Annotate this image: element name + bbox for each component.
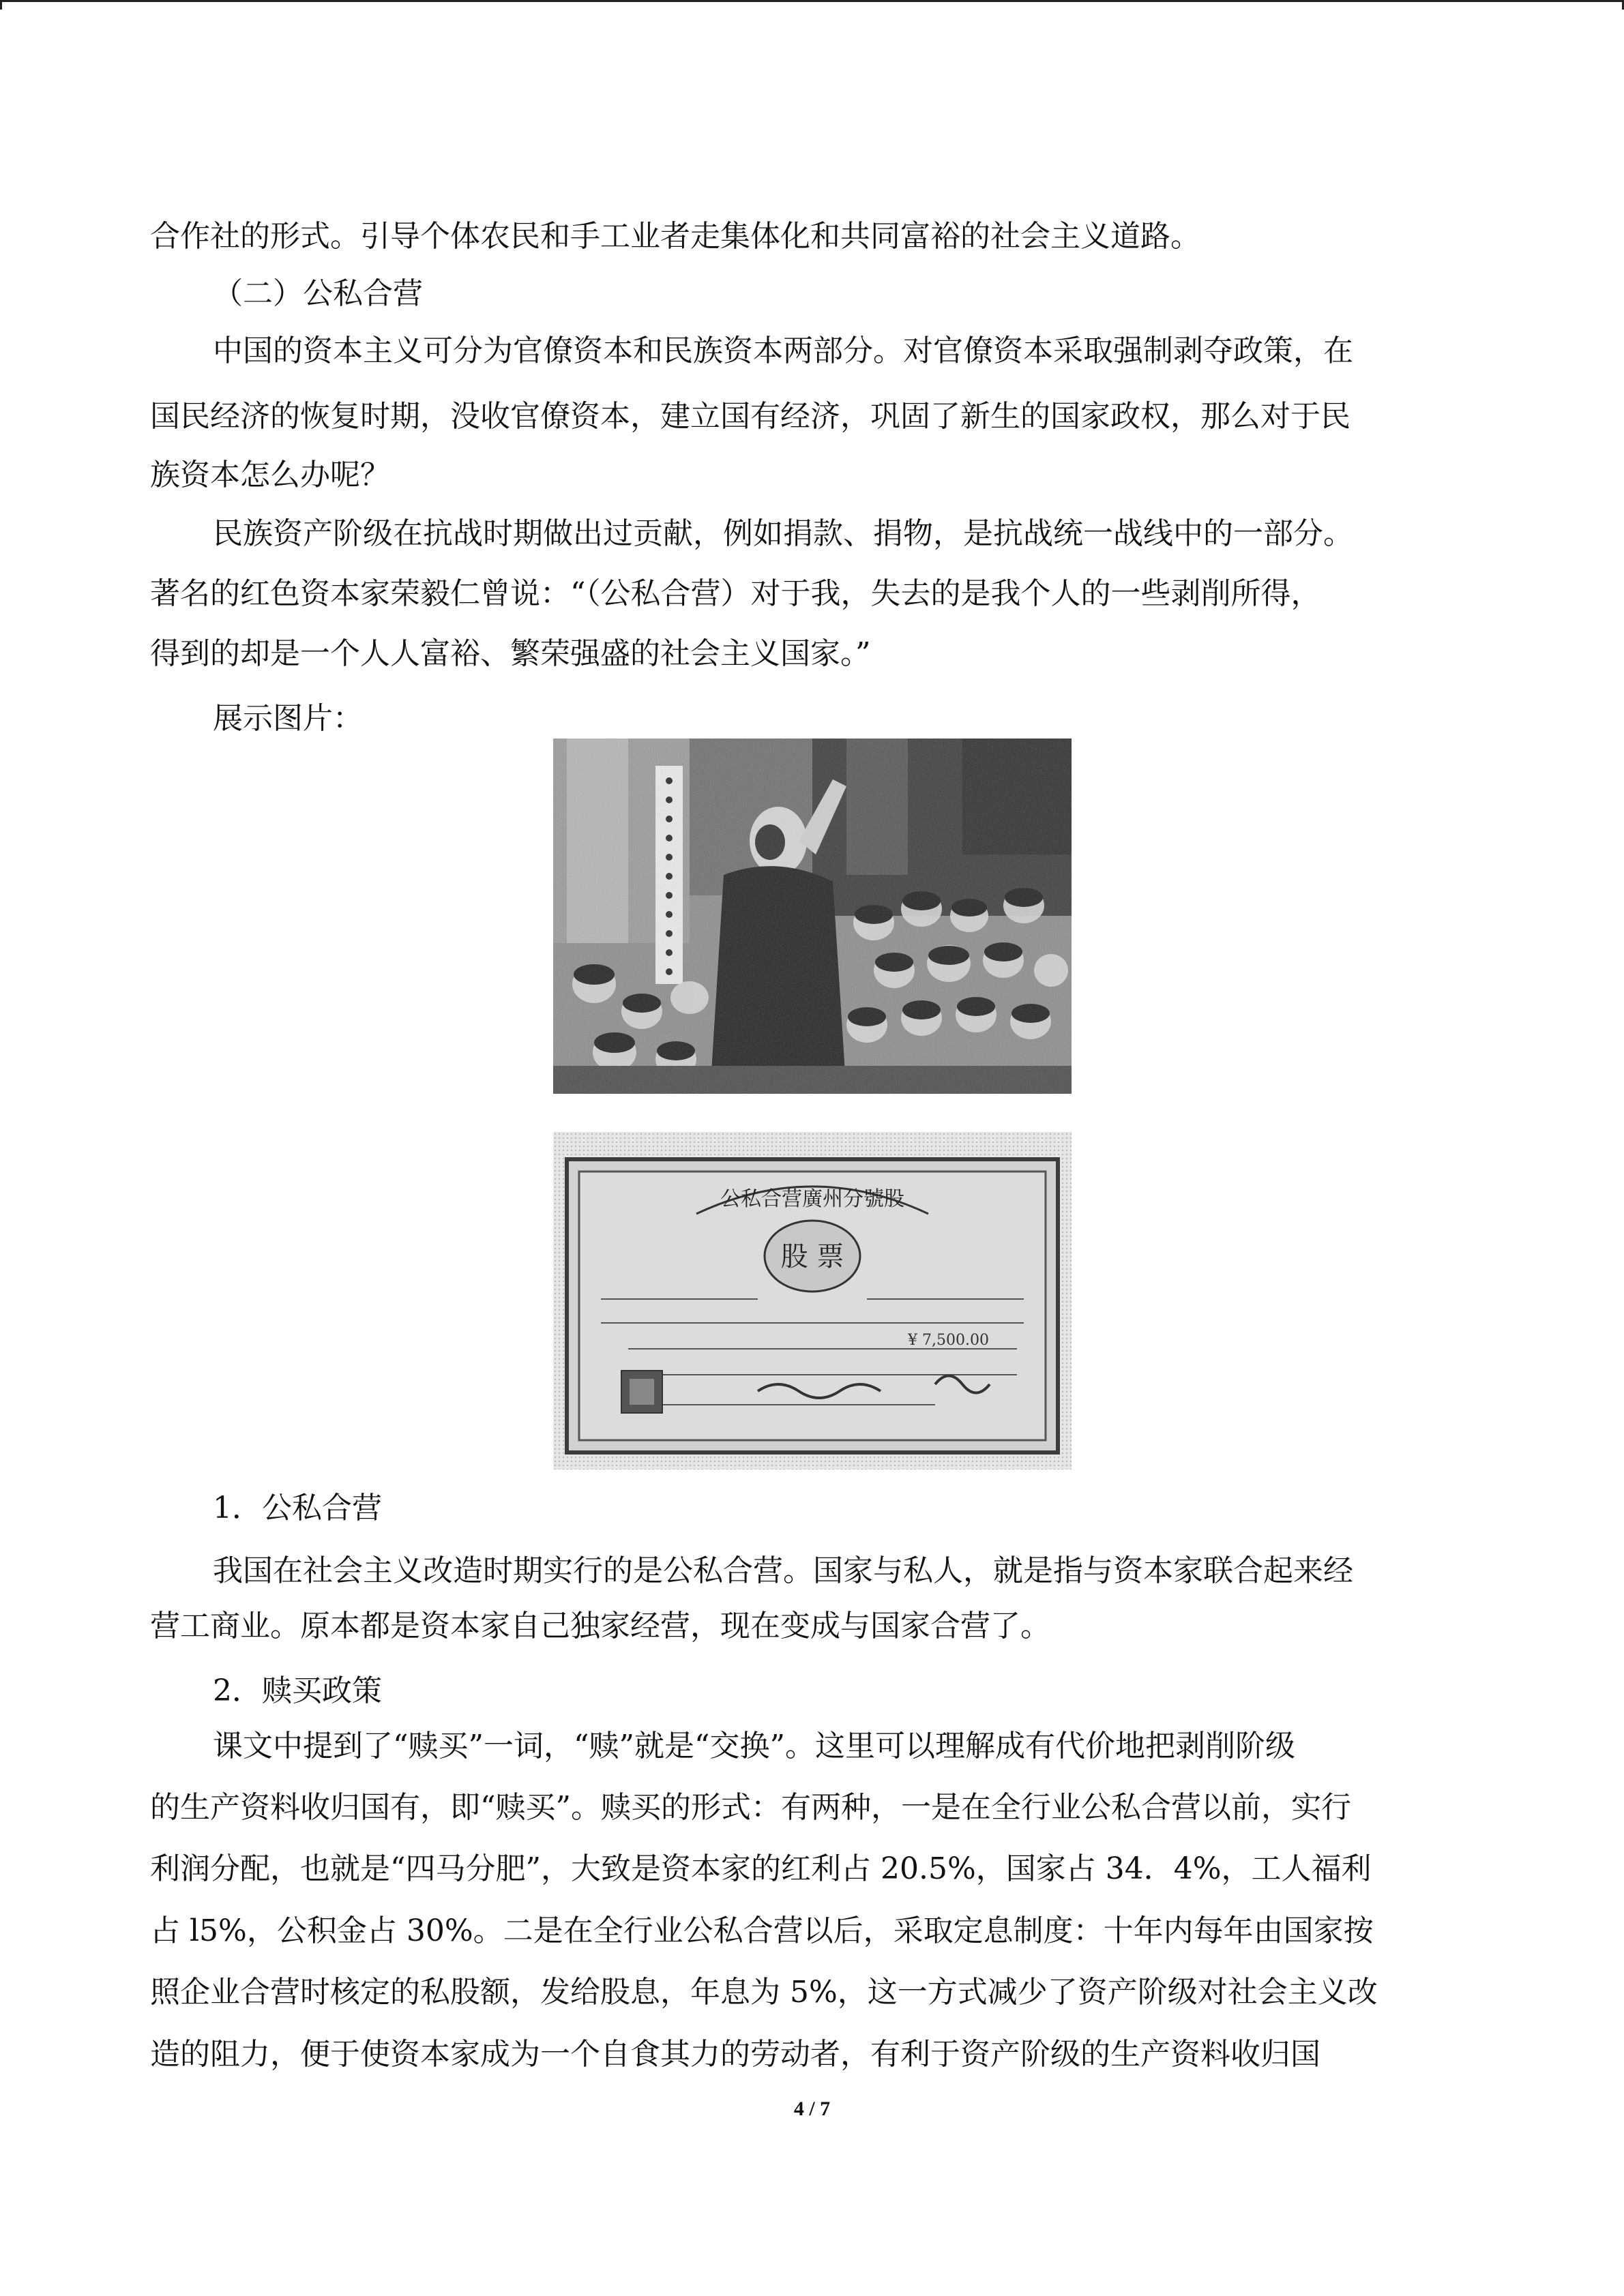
paragraph-line: 课文中提到了“赎买”一词，“赎”就是“交换”。这里可以理解成有代价地把剥削阶级 — [213, 1729, 1295, 1763]
certificate-seal: 股 票 — [780, 1241, 844, 1272]
top-rule-tick-left — [0, 0, 2, 10]
paragraph-line: 中国的资本主义可分为官僚资本和民族资本两部分。对官僚资本采取强制剥夺政策，在 — [213, 333, 1353, 368]
section-heading: （二）公私合营 — [213, 276, 423, 311]
certificate-title: 公私合营廣州分號股 — [720, 1187, 904, 1211]
paragraph-line: 利润分配，也就是“四马分肥”，大致是资本家的红利占 20.5%，国家占 34．4%，工人福利 — [150, 1851, 1372, 1886]
paragraph-line: 国民经济的恢复时期，没收官僚资本，建立国有经济，巩固了新生的国家政权，那么对于民 — [150, 399, 1350, 434]
subsection-heading: 2．赎买政策 — [213, 1673, 382, 1708]
share-certificate-image — [553, 1132, 1072, 1470]
paragraph-line: 照企业合营时核定的私股额，发给股息，年息为 5%，这一方式减少了资产阶级对社会主义改 — [150, 1975, 1378, 2010]
paragraph-line: 著名的红色资本家荣毅仁曾说：“（公私合营）对于我，失去的是我个人的一些剥削所得， — [150, 576, 1321, 611]
paragraph-line: 的生产资料收归国有，即“赎买”。赎买的形式：有两种，一是在全行业公私合营以前，实行 — [150, 1790, 1351, 1825]
paragraph-line: 营工商业。原本都是资本家自己独家经营，现在变成与国家合营了。 — [150, 1609, 1050, 1643]
paragraph-line: 得到的却是一个人人富裕、繁荣强盛的社会主义国家。” — [150, 636, 871, 671]
paragraph-line: 占 l5%，公积金占 30%。二是在全行业公私合营以后，采取定息制度：十年内每年由国家按 — [150, 1913, 1374, 1948]
paragraph-line: 我国在社会主义改造时期实行的是公私合营。国家与私人，就是指与资本家联合起来经 — [213, 1553, 1353, 1588]
paragraph-line: 合作社的形式。引导个体农民和手工业者走集体化和共同富裕的社会主义道路。 — [150, 219, 1200, 254]
paragraph-line: 造的阻力，便于使资本家成为一个自食其力的劳动者，有利于资产阶级的生产资料收归国 — [150, 2037, 1320, 2072]
subsection-heading: 1．公私合营 — [213, 1491, 382, 1525]
paragraph-line: 族资本怎么办呢？ — [150, 458, 390, 492]
paragraph-line: 民族资产阶级在抗战时期做出过贡献，例如捐款、捐物，是抗战统一战线中的一部分。 — [213, 516, 1353, 551]
historical-photo — [553, 739, 1072, 1094]
top-rule — [0, 0, 1624, 2]
page-number: 4 / 7 — [793, 2098, 831, 2120]
paragraph-line: 展示图片： — [213, 701, 363, 736]
certificate-amount: ¥ 7,500.00 — [908, 1332, 989, 1349]
